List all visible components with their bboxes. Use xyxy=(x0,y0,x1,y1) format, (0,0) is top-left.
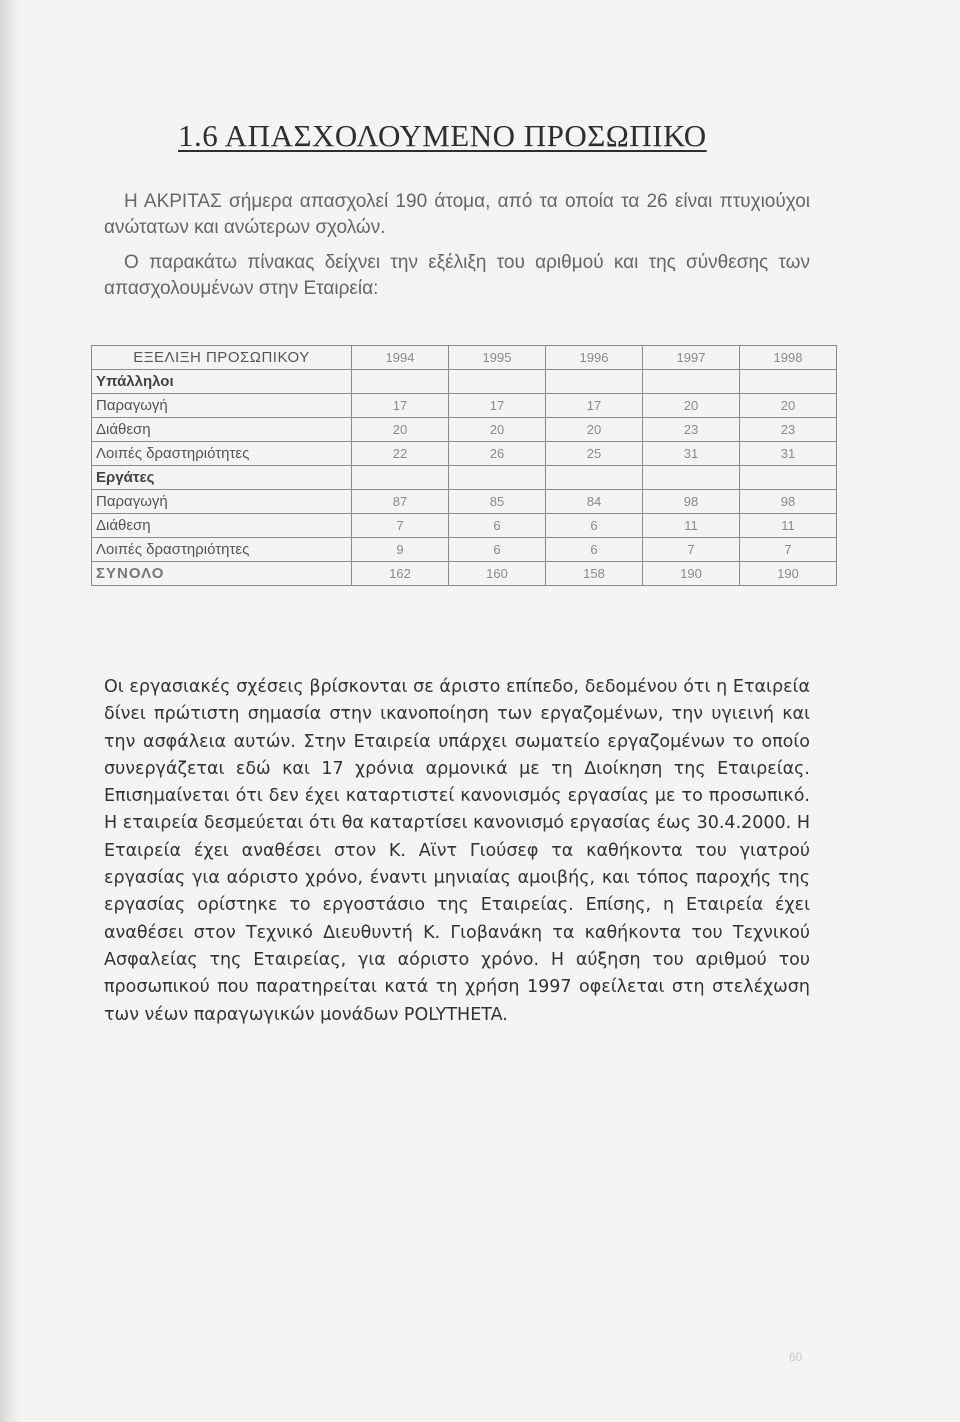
row-value: 31 xyxy=(643,442,740,466)
row-value: 98 xyxy=(643,490,740,514)
table-row xyxy=(92,442,837,466)
row-value: 6 xyxy=(546,538,643,562)
page-binding-shadow xyxy=(0,0,22,1422)
row-value xyxy=(449,370,546,394)
row-value: 162 xyxy=(352,562,449,586)
row-value: 7 xyxy=(740,538,837,562)
row-value: 23 xyxy=(740,418,837,442)
row-value: 7 xyxy=(352,514,449,538)
row-label: Διάθεση xyxy=(92,514,352,538)
row-value: 84 xyxy=(546,490,643,514)
year-header: 1998 xyxy=(740,346,837,370)
row-label: Λοιπές δραστηριότητες xyxy=(92,538,352,562)
table-row xyxy=(92,538,837,562)
intro-paragraph-2-text: Ο παρακάτω πίνακας δείχνει την εξέλιξη του αριθμού και της σύνθεσης των απασχολουμένων στην Εταιρεία: xyxy=(104,252,810,299)
row-value: 190 xyxy=(740,562,837,586)
row-value: 6 xyxy=(449,538,546,562)
row-value xyxy=(740,370,837,394)
row-value: 17 xyxy=(449,394,546,418)
table-row xyxy=(92,490,837,514)
year-header: 1995 xyxy=(449,346,546,370)
row-value: 11 xyxy=(740,514,837,538)
staff-evolution-table xyxy=(91,345,837,586)
page-number: 60 xyxy=(789,1350,803,1364)
row-value xyxy=(546,466,643,490)
year-header: 1996 xyxy=(546,346,643,370)
row-value xyxy=(449,466,546,490)
row-value: 23 xyxy=(643,418,740,442)
row-value xyxy=(546,370,643,394)
intro-paragraph-1-text: Η ΑΚΡΙΤΑΣ σήμερα απασχολεί 190 άτομα, από τα οποία τα 26 είναι πτυχιούχοι ανώτατων και ανώτερων σχολών. xyxy=(104,191,810,238)
row-label: ΣΥΝΟΛΟ xyxy=(92,562,352,586)
row-value: 7 xyxy=(643,538,740,562)
row-value xyxy=(643,466,740,490)
row-value xyxy=(352,466,449,490)
row-value: 158 xyxy=(546,562,643,586)
table-row xyxy=(92,418,837,442)
table-header-row xyxy=(92,346,837,370)
table-row xyxy=(92,514,837,538)
row-value: 20 xyxy=(643,394,740,418)
row-value: 17 xyxy=(352,394,449,418)
row-value: 25 xyxy=(546,442,643,466)
row-value xyxy=(643,370,740,394)
year-header: 1997 xyxy=(643,346,740,370)
row-value: 20 xyxy=(449,418,546,442)
table-row xyxy=(92,370,837,394)
row-value: 6 xyxy=(546,514,643,538)
row-value: 26 xyxy=(449,442,546,466)
row-value: 17 xyxy=(546,394,643,418)
row-label: Διάθεση xyxy=(92,418,352,442)
table-row xyxy=(92,394,837,418)
row-label: Λοιπές δραστηριότητες xyxy=(92,442,352,466)
staff-table-body xyxy=(92,346,837,586)
row-value: 190 xyxy=(643,562,740,586)
intro-paragraph-1 xyxy=(104,189,810,241)
row-value: 160 xyxy=(449,562,546,586)
row-value: 9 xyxy=(352,538,449,562)
row-label: Εργάτες xyxy=(92,466,352,490)
row-label: Παραγωγή xyxy=(92,394,352,418)
row-value: 20 xyxy=(740,394,837,418)
row-value xyxy=(352,370,449,394)
row-label: Υπάλληλοι xyxy=(92,370,352,394)
row-value: 6 xyxy=(449,514,546,538)
intro-paragraph-2 xyxy=(104,250,810,302)
row-value: 85 xyxy=(449,490,546,514)
row-value xyxy=(740,466,837,490)
row-value: 98 xyxy=(740,490,837,514)
table-row xyxy=(92,466,837,490)
table-header-label: ΕΞΕΛΙΞΗ ΠΡΟΣΩΠΙΚΟΥ xyxy=(92,346,352,370)
row-label: Παραγωγή xyxy=(92,490,352,514)
row-value: 87 xyxy=(352,490,449,514)
row-value: 31 xyxy=(740,442,837,466)
row-value: 20 xyxy=(546,418,643,442)
row-value: 22 xyxy=(352,442,449,466)
section-heading: 1.6 ΑΠΑΣΧΟΛΟΥΜΕΝΟ ΠΡΟΣΩΠΙΚΟ xyxy=(178,118,707,153)
row-value: 11 xyxy=(643,514,740,538)
row-value: 20 xyxy=(352,418,449,442)
body-paragraph: Οι εργασιακές σχέσεις βρίσκονται σε άριστο επίπεδο, δεδομένου ότι η Εταιρεία δίνει πρώτιστη σημασία στην ικανοποίηση των εργαζομένων, την υγιεινή και την ασφάλεια αυτών. Στην Εταιρεία υπάρχει σωματείο εργαζομένων το οποίο συνεργάζεται εδώ και 17 χρόνια αρμονικά με τη Διοίκηση της Εταιρείας. Επισημαίνεται ότι δεν έχει καταρτιστεί κανονισμός εργασίας με το προσωπικό. Η εταιρεία δεσμεύεται ότι θα καταρτίσει κανονισμό εργασίας έως 30.4.2000. Η Εταιρεία έχει αναθέσει στον Κ. Αϊντ Γιούσεφ τα καθήκοντα του γιατρού εργασίας για αόριστο χρόνο, έναντι μηνιαίας αμοιβής, και τόπος παροχής της εργασίας ορίστηκε το εργοστάσιο της Εταιρείας. Επίσης, η Εταιρεία έχει αναθέσει στον Τεχνικό Διευθυντή Κ. Γιοβανάκη τα καθήκοντα του Τεχνικού Ασφαλείας της Εταιρείας, για αόριστο χρόνο. Η αύξηση του αριθμού του προσωπικού που παρατηρείται κατά τη χρήση 1997 οφείλεται στη στελέχωση των νέων παραγωγικών μονάδων POLYTHETA. xyxy=(104,677,810,1025)
year-header: 1994 xyxy=(352,346,449,370)
table-row xyxy=(92,562,837,586)
